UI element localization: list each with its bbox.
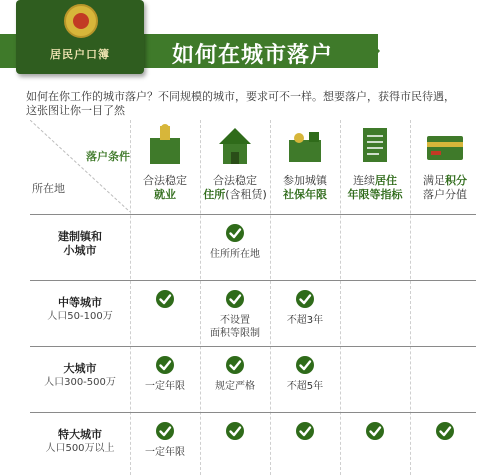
row-label <box>30 230 130 258</box>
row-title: 建制镇和 <box>58 230 102 243</box>
cell-text: 住所所在地 <box>210 249 260 260</box>
booklet-title: 居民户口簿 <box>50 48 110 61</box>
check-icon <box>156 422 174 440</box>
household-register-booklet <box>16 0 144 74</box>
corner-diagonal <box>30 120 130 212</box>
column-header-line: 落户分值 <box>423 188 467 201</box>
header-banner <box>0 0 490 86</box>
row-divider <box>30 346 476 347</box>
cell-text: 一定年限 <box>145 447 185 458</box>
row-title: 特大城市 <box>58 428 102 441</box>
intro-text <box>26 90 476 118</box>
column-header-social-insurance <box>270 120 340 212</box>
column-header-pre: 满足 <box>423 174 445 187</box>
column-header-text <box>130 174 200 202</box>
corner-conditions-label: 落户条件 <box>86 150 130 163</box>
cell-text: 不超5年 <box>286 381 324 392</box>
column-header-strong: 年限等指标 <box>347 188 403 201</box>
column-header-line <box>200 188 270 202</box>
settlement-conditions-table <box>30 120 476 475</box>
house-icon <box>217 122 253 166</box>
row-subtitle: 人口500万以上 <box>45 443 115 454</box>
column-header-pre: 连续 <box>353 174 375 187</box>
check-icon <box>436 422 454 440</box>
check-icon <box>296 356 314 374</box>
column-header-rest: (含租赁) <box>225 188 267 201</box>
row-divider <box>30 280 476 281</box>
column-header-line <box>340 174 410 188</box>
job-icon <box>147 122 183 166</box>
check-icon <box>226 224 244 242</box>
check-icon <box>296 422 314 440</box>
header-bar-tail <box>378 34 490 68</box>
points-card-icon <box>427 122 463 166</box>
column-header-residence-years <box>340 120 410 212</box>
check-icon <box>156 356 174 374</box>
column-header-line: 合法稳定 <box>143 174 187 187</box>
emblem-center <box>73 13 89 29</box>
check-icon <box>156 290 174 308</box>
check-icon <box>226 290 244 308</box>
cell-text: 规定严格 <box>215 381 255 392</box>
row-label <box>30 428 130 456</box>
column-header-points <box>410 120 480 212</box>
column-header-text <box>410 174 480 202</box>
row-subtitle: 人口300-500万 <box>44 377 116 388</box>
column-header-job <box>130 120 200 212</box>
residence-certificate-icon <box>357 122 393 166</box>
intro-line-2: 这张图让你一目了然 <box>26 104 125 117</box>
column-header-strong: 住所 <box>203 188 226 201</box>
row-title: 中等城市 <box>58 296 102 309</box>
intro-line-1: 如何在你工作的城市落户？不同规模的城市，要求可不一样。想要落户，获得市民待遇， <box>26 90 455 103</box>
row-divider <box>30 214 476 215</box>
column-header-strong: 积分 <box>445 174 467 187</box>
column-header-strong: 就业 <box>154 188 176 201</box>
column-header-text <box>340 174 410 202</box>
check-icon <box>226 422 244 440</box>
national-emblem-icon <box>64 4 98 38</box>
column-header-residence <box>200 120 270 212</box>
row-title: 大城市 <box>63 362 97 375</box>
header-bar-arrow <box>364 34 380 68</box>
column-header-strong: 居住 <box>375 174 397 187</box>
cell-text: 不超3年 <box>286 315 324 326</box>
column-header-text <box>200 174 270 202</box>
row-label <box>30 296 130 324</box>
corner-location-label: 所在地 <box>32 182 65 195</box>
row-subtitle: 人口50-100万 <box>47 311 113 322</box>
check-icon <box>226 356 244 374</box>
column-header-line: 合法稳定 <box>213 174 257 187</box>
check-icon <box>296 290 314 308</box>
check-icon <box>366 422 384 440</box>
cell-text-line: 面积等限制 <box>210 328 260 339</box>
row-label <box>30 362 130 390</box>
row-divider <box>30 412 476 413</box>
social-insurance-icon <box>287 122 323 166</box>
column-header-line: 参加城镇 <box>283 174 327 187</box>
cell-text: 不设置 面积等限制 <box>195 314 275 340</box>
page-title: 如何在城市落户 <box>172 43 334 68</box>
cell-text: 一定年限 <box>145 381 185 392</box>
column-header-text <box>270 174 340 202</box>
column-header-line <box>410 174 480 188</box>
column-header-strong: 社保年限 <box>283 188 327 201</box>
row-title: 小城市 <box>63 244 97 257</box>
